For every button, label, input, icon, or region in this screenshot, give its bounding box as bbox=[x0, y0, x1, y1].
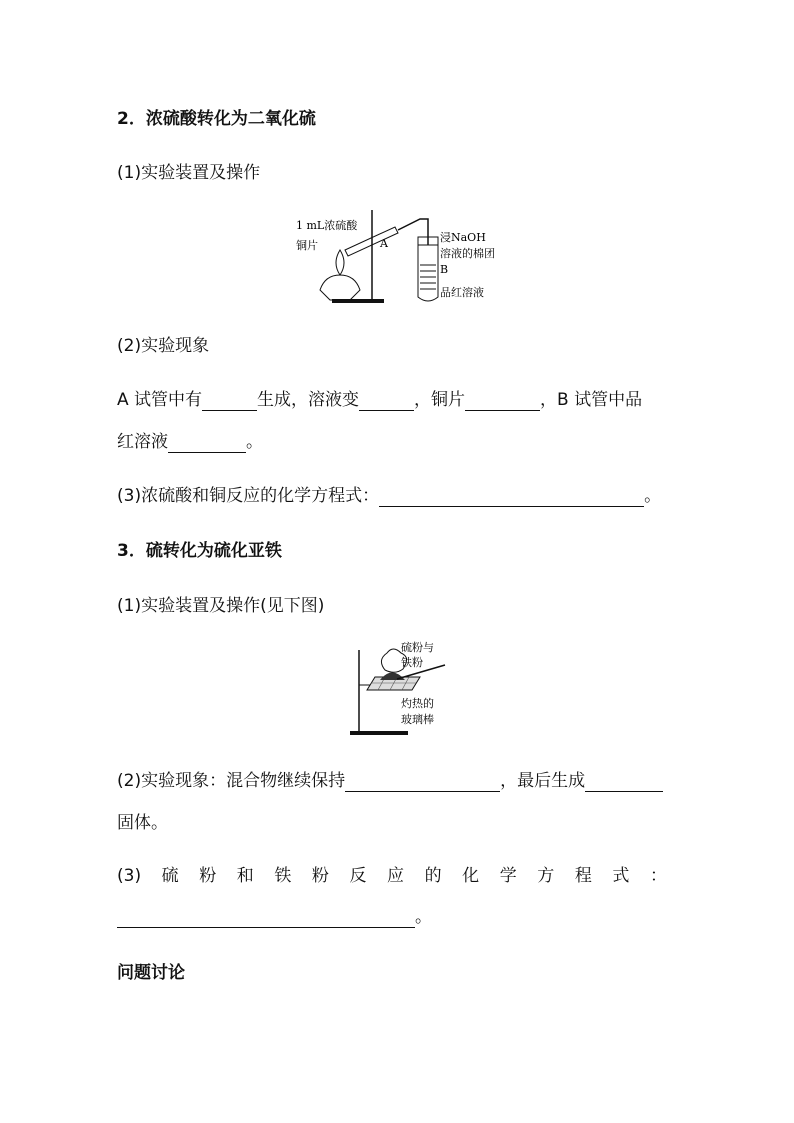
blank-maintain[interactable] bbox=[345, 773, 500, 792]
section-2-heading: 2．浓硫酸转化为二氧化硫 bbox=[117, 109, 316, 129]
eq-char: 学 bbox=[499, 866, 517, 886]
figure-fe-s-apparatus bbox=[345, 635, 455, 740]
eq-text: (3)浓硫酸和铜反应的化学方程式： bbox=[117, 486, 380, 506]
blank-equation-fes[interactable] bbox=[117, 909, 415, 928]
label-sulfur-iron-2: 铁粉 bbox=[401, 656, 423, 669]
eq-char: 程 bbox=[574, 866, 592, 886]
section-3-heading: 3．硫转化为硫化亚铁 bbox=[117, 541, 282, 561]
section-2-sub1: (1)实验装置及操作 bbox=[117, 163, 261, 183]
eq-char: 硫 bbox=[161, 866, 179, 886]
eq-text: 。 bbox=[415, 907, 432, 927]
figure-cu-h2so4-apparatus bbox=[290, 205, 510, 310]
observation-line-1 bbox=[117, 389, 642, 411]
blank-pinhong[interactable] bbox=[168, 434, 246, 453]
equation-line-cu bbox=[117, 485, 661, 507]
eq-char: 应 bbox=[387, 866, 405, 886]
discussion-heading: 问题讨论 bbox=[117, 963, 185, 983]
eq-text: 。 bbox=[644, 486, 662, 506]
label-a: A bbox=[380, 237, 388, 250]
blank-solid[interactable] bbox=[585, 773, 663, 792]
eq-char: 铁 bbox=[274, 866, 292, 886]
obs-text: ，铜片 bbox=[414, 390, 466, 410]
blank-solution-color[interactable] bbox=[359, 392, 414, 411]
obs-text: A 试管中有 bbox=[117, 390, 203, 410]
label-rod-1: 灼热的 bbox=[401, 697, 434, 710]
label-rod-2: 玻璃棒 bbox=[401, 713, 434, 726]
observation-fes-line-1 bbox=[117, 770, 663, 792]
label-naoh-2: 溶液的棉团 bbox=[440, 247, 495, 260]
eq-char: 的 bbox=[424, 866, 442, 886]
label-acid: 1 mL浓硫酸 bbox=[296, 219, 358, 232]
eq-char: ： bbox=[649, 866, 667, 886]
label-b: B bbox=[440, 263, 449, 276]
observation-line-2 bbox=[117, 431, 263, 453]
label-copper: 铜片 bbox=[296, 239, 318, 252]
eq-char: 粉 bbox=[199, 866, 217, 886]
eq-char: 和 bbox=[236, 866, 254, 886]
section-3-sub1: (1)实验装置及操作(见下图) bbox=[117, 596, 325, 616]
section-2-sub2: (2)实验现象 bbox=[117, 336, 210, 356]
label-naoh-1: 浸NaOH bbox=[440, 231, 486, 244]
blank-equation-cu[interactable] bbox=[379, 488, 644, 507]
obs-text: (2)实验现象：混合物继续保持 bbox=[117, 771, 346, 791]
blank-copper[interactable] bbox=[465, 392, 540, 411]
obs-text: 生成，溶液变 bbox=[257, 390, 360, 410]
observation-fes-line-2: 固体。 bbox=[117, 813, 168, 833]
label-pinhong: 品红溶液 bbox=[440, 286, 484, 299]
obs-text: 红溶液 bbox=[117, 432, 168, 452]
equation-fes-line-2 bbox=[117, 906, 432, 928]
obs-text: ，B 试管中品 bbox=[540, 390, 643, 410]
label-sulfur-iron-1: 硫粉与 bbox=[401, 641, 434, 654]
eq-char: (3) bbox=[117, 866, 142, 886]
equation-fes-line-1 bbox=[117, 865, 667, 887]
eq-char: 化 bbox=[462, 866, 480, 886]
obs-text: 。 bbox=[246, 432, 263, 452]
obs-text: ，最后生成 bbox=[500, 771, 586, 791]
eq-char: 方 bbox=[537, 866, 555, 886]
blank-product[interactable] bbox=[202, 392, 257, 411]
eq-char: 粉 bbox=[311, 866, 329, 886]
eq-char: 反 bbox=[349, 866, 367, 886]
eq-char: 式 bbox=[612, 866, 630, 886]
